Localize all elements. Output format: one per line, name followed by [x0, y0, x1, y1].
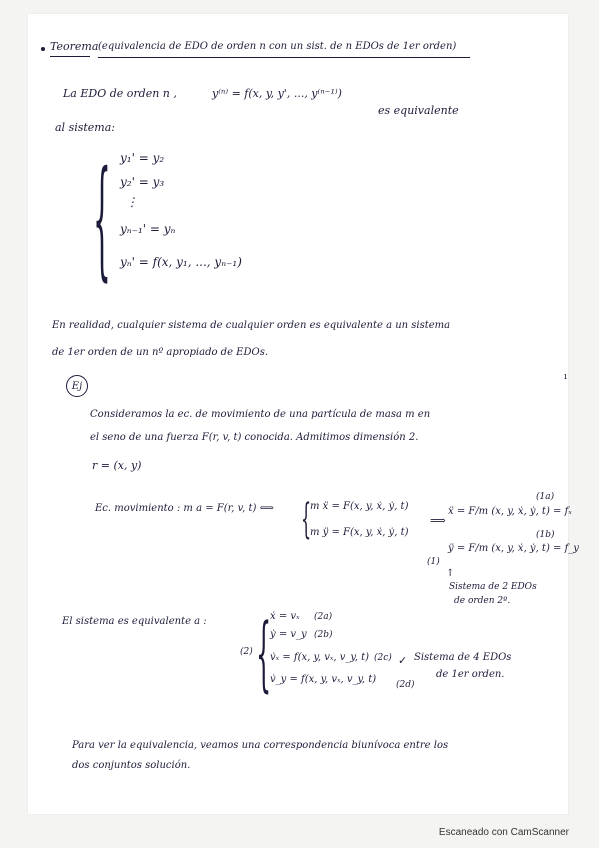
theorem-title: Teorema [50, 40, 99, 53]
note1-b: de orden 2º. [454, 596, 511, 606]
margin-mark: ı [564, 372, 567, 382]
scanner-footer: Escaneado con CamScanner [438, 827, 569, 838]
system1-eq: y₁' = y₂ [120, 151, 165, 165]
system2-tag: (2b) [314, 630, 333, 640]
note2-b: de 1er orden. [436, 669, 505, 680]
implies-arrow: ⟹ [430, 514, 446, 527]
example-p1: Consideramos la ec. de movimiento de una partícula de masa m en [90, 409, 431, 420]
result-eq2: ÿ = F/m (x, y, ẋ, ẏ, t) = f_y [448, 543, 579, 554]
motion-brace: { [301, 494, 312, 544]
motion-eq2: m ÿ = F(x, y, ẋ, ẏ, t) [310, 527, 409, 538]
example-p2: el seno de una fuerza F(r, v, t) conocida. Admitimos dimensión 2. [90, 432, 419, 443]
example-badge: Ej [66, 375, 88, 397]
equiv-label: El sistema es equivalente a : [62, 616, 207, 627]
note1-a: Sistema de 2 EDOs [449, 582, 537, 592]
statement-line1a: La EDO de orden n , [63, 87, 177, 100]
pointer-arrow-icon: ↑ [446, 568, 455, 579]
subtitle-underline [98, 57, 470, 58]
bullet-icon [41, 47, 45, 51]
system2-tag: (2c) [374, 653, 392, 663]
theorem-subtitle: (equivalencia de EDO de orden n con un sist. de n EDOs de 1er orden) [98, 41, 457, 52]
system1-brace: { [93, 143, 111, 295]
statement-equation: y⁽ⁿ⁾ = f(x, y, y', ..., y⁽ⁿ⁻¹⁾) [212, 87, 342, 100]
closing-line1: Para ver la equivalencia, veamos una correspondencia biunívoca entre los [72, 740, 449, 751]
tag-1: (1) [427, 557, 440, 567]
tag-1a: (1a) [536, 492, 555, 502]
statement-line1b: es equivalente [378, 104, 459, 117]
tag-1b: (1b) [536, 530, 555, 540]
system2-eq: v̇ₓ = f(x, y, vₓ, v_y, t) [270, 652, 370, 663]
system2-eq: ẋ = vₓ [270, 611, 300, 622]
system2-tag: (2a) [314, 612, 333, 622]
system1-dots: ⋮ [126, 195, 138, 209]
tag-2: (2) [240, 647, 253, 657]
note2-a: Sistema de 4 EDOs [414, 652, 512, 663]
system2-eq: ẏ = v_y [270, 629, 307, 640]
closing-line2: dos conjuntos solución. [72, 760, 191, 771]
system2-eq: v̇_y = f(x, y, vₓ, v_y, t) [270, 674, 377, 685]
system2-tag: (2d) [396, 680, 415, 690]
motion-eq1: m ẍ = F(x, y, ẋ, ẏ, t) [310, 501, 409, 512]
system2-brace: { [256, 606, 272, 702]
example-r-def: r = (x, y) [92, 459, 142, 472]
motion-label: Ec. movimiento : m a = F(r, v, t) ⟺ [95, 503, 274, 514]
result-eq1: ẍ = F/m (x, y, ẋ, ẏ, t) = fₓ [448, 506, 572, 517]
title-underline [50, 56, 90, 57]
statement-line2: al sistema: [55, 121, 116, 134]
remark-line1: En realidad, cualquier sistema de cualquier orden es equivalente a un sistema [52, 320, 451, 331]
system1-eq: y₂' = y₃ [120, 175, 165, 189]
system1-eq: yₙ' = f(x, y₁, ..., yₙ₋₁) [120, 255, 242, 269]
system1-eq: yₙ₋₁' = yₙ [120, 222, 176, 236]
check-arrow-icon: ✓ [398, 654, 408, 667]
remark-line2: de 1er orden de un nº apropiado de EDOs. [52, 347, 269, 358]
